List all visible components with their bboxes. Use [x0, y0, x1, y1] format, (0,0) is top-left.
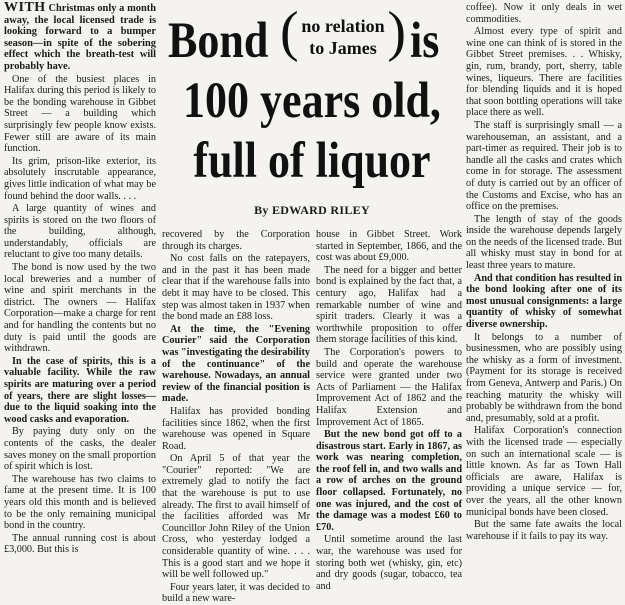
byline: By EDWARD RILEY [254, 203, 370, 217]
article-column-1 [4, 2, 156, 560]
paragraph: By paying duty only on the contents of the casks, the dealer saves money on the small proportion of spirit which is lost. [4, 426, 156, 473]
paragraph: The annual running cost is about £3,000. But this is [4, 532, 156, 556]
article-column-4 [466, 2, 622, 560]
paragraph: But the same fate awaits the local warehouse if it fails to pay its way. [466, 519, 622, 542]
paragraph-bold: In the case of spirits, this is a valuable facility. While the raw spirits are maturing over a period of years, there are slight losses—due to the liquid soaking into the wood casks and evaporation. [4, 355, 156, 425]
paragraph: Almost every type of spirit and wine one can think of is stored in the Gibbet Street premises. . . Whisky, gin, rum, brandy, port, sherry, table wines, liqueurs. There are facilities for blending liquids and it is hoped that soon bottling operations will take place there as well. [466, 26, 622, 119]
headline [162, 2, 462, 202]
intro-dropcap: WITH [4, 0, 46, 15]
paragraph: The bond is now used by the two local breweries and a number of wine and spirit merchants in the district. The owners — Halifax Corporation—make a charge for rent and for handling the contents but no duty is paid until the goods are withdrawn. [4, 262, 156, 355]
paragraph-bold: And that condition has resulted in the bond looking after one of its most unusual consignments: a large quantity of whisky of somewhat diverse ownership. [466, 272, 622, 331]
paragraph: Halifax has provided bonding facilities since 1862, when the first warehouse was opened in Square Road. [162, 405, 310, 452]
paragraph: No cost falls on the ratepayers, and in the past it has been made clear that if the warehouse falls into debt it may have to be closed. This step was almost taken in 1937 when the bond made an £88 loss. [162, 253, 310, 323]
headline-line-2: 100 years old, [183, 72, 441, 129]
paragraph: It belongs to a number of businessmen, who are possibly using the whisky as a form of investment. (Payment for its storage is received from Geneva, Antwerp and Paris.) On reaching maturity the whisky will probably be withdrawn from the bond and, presumably, sold at a profit. [466, 331, 622, 424]
paragraph: One of the busiest places in Halifax during this period is likely to be the bonding warehouse in Gibbet Street — a building which surprisingly few people know exists. Fewer still are aware of its main function. [4, 73, 156, 155]
headline-is: is [410, 12, 440, 69]
intro-paragraph [4, 2, 156, 73]
paragraph-bold: At the time, the "Evening Courier" said the Corporation was "investigating the desirability of the continuance" of the warehouse. Nowadays, an annual review of the financial position is made. [162, 323, 311, 405]
headline-parenthetical: ( no relation to James ) [280, 1, 406, 63]
paragraph: The need for a bigger and better bond is explained by the fact that, a century ago, Halifax had a remarkable number of wine and spirit traders. Clearly it was a worthwhile proposition to offer them storage facilities of this kind. [316, 264, 462, 346]
headline-paren-line-2: to James [309, 38, 377, 58]
paragraph: The staff is surprisingly small — a warehouseman, an assistant, and a part-timer as required. Their job is to handle all the casks and crates which come in for storage. The assessment of duty is carried out by an officer of the Customs and Excise, who has an office on the premises. [466, 119, 622, 213]
article-column-2 [162, 229, 311, 605]
intro-text: Christmas only a month away, the local licensed trade is looking forward to a bumper season—in spite of the sobering effect which the breath-test will probably have. [4, 3, 156, 72]
paragraph: Until sometime around the last war, the warehouse was used for storing both wet (whisky, gin, etc) and dry goods (sugar, tobacco, tea and [316, 534, 462, 592]
paragraph-bold: But the new bond got off to a disastrous start. Early in 1867, as work was nearing completion, the roof fell in, and two walls and a row of arches on the ground floor collapsed. Fortunately, no one was injured, and the cost of the damage was a modest £60 to £70. [316, 429, 462, 533]
paragraph: recovered by the Corporation through its charges. [162, 229, 310, 252]
paragraph: On April 5 of that year the "Courier" reported: "We are extremely glad to notify the fact that the warehouse is put to use already. The first to avail himself of the facilities afforded was Mr Councillor John Riley of the Union Cross, who yesterday lodged a considerable quantity of wine. . . . This is a good start and we hope it will be well followed up." [162, 453, 310, 581]
headline-line-3: full of liquor [193, 132, 431, 189]
paragraph: A large quantity of wines and spirits is stored on the two floors of the building, although, understandably, officials are reluctant to give too many details. [4, 203, 156, 261]
paragraph: coffee). Now it only deals in wet commodities. [466, 2, 622, 25]
paragraph: Four years later, it was decided to build a new ware- [162, 581, 310, 605]
paragraph: The warehouse has two claims to fame at the present time. It is 100 years old this month and is believed to be the only remaining municipal bond in the country. [4, 473, 156, 532]
paragraph: The Corporation's powers to build and operate the warehouse service were granted under two Acts of Parliament — the Halifax Improvement Act of 1862 and the Halifax Extension and Improvement Act of 1865. [316, 346, 462, 428]
paragraph: The length of stay of the goods inside the warehouse depends largely on the needs of the licensed trade. But all whisky must stay in bond for at least three years to mature. [466, 213, 622, 272]
article-column-3 [316, 229, 462, 592]
paragraph: Its grim, prison-like exterior, its absolutely inscrutable appearance, gives little indication of what may be found behind the door walls. . . . [4, 155, 156, 202]
paragraph: Halifax Corporation's connection with the licensed trade — especially on such an international scale — is little known. As far as Town Hall officials are aware, Halifax is providing a unique service — for, over the years, all the other known municipal bonds have been closed. [466, 425, 622, 518]
headline-line-1 [162, 2, 462, 72]
paragraph: house in Gibbet Street. Work started in September, 1866, and the cost was about £9,000. [316, 229, 462, 264]
headline-paren-line-1: no relation [301, 16, 385, 36]
headline-bond: Bond [168, 12, 269, 69]
